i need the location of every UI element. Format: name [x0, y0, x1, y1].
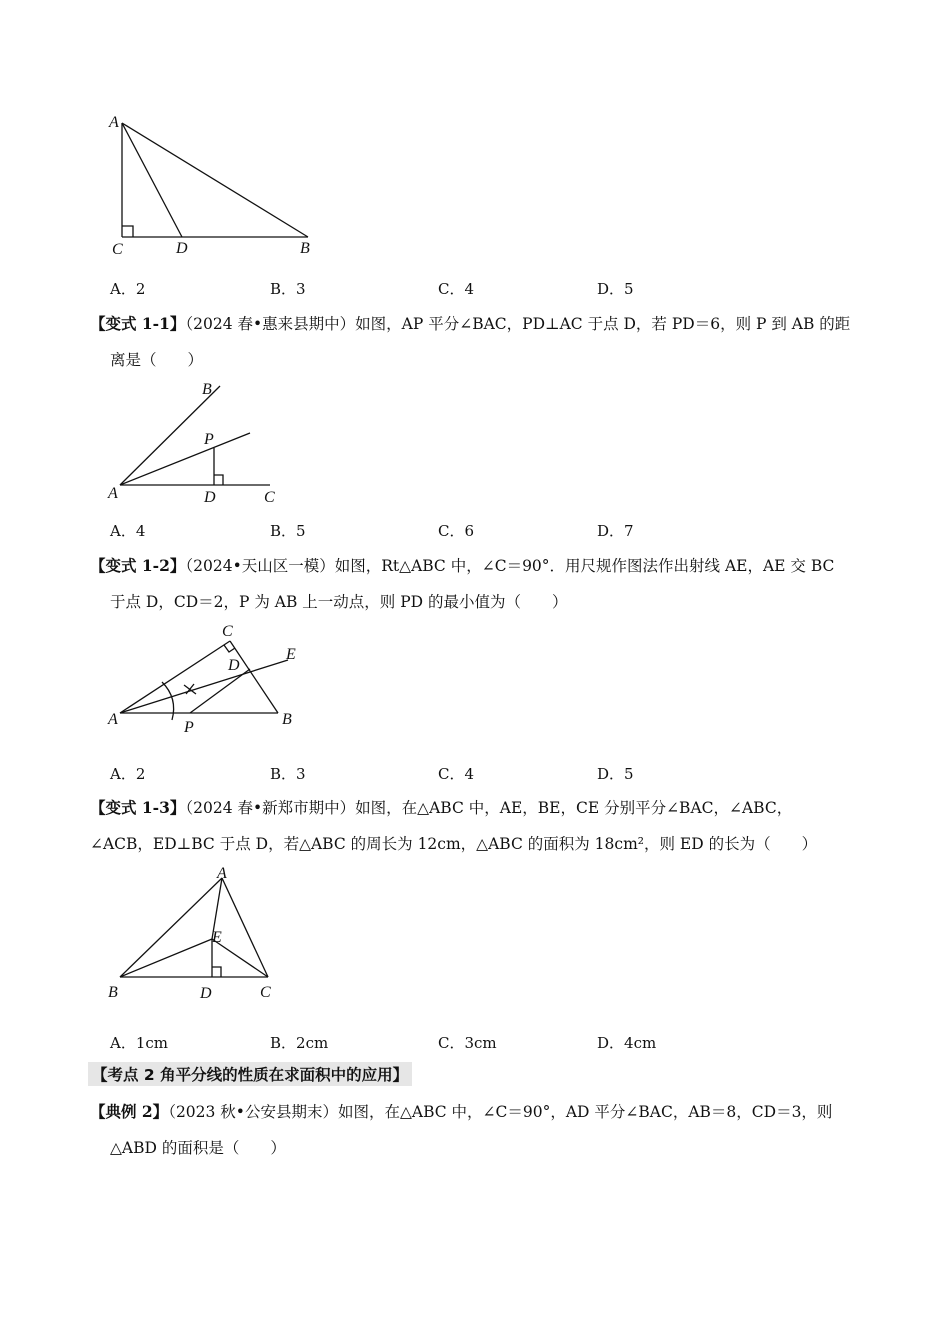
label-b: B	[300, 240, 310, 257]
label-p: P	[204, 431, 214, 448]
label-d: D	[204, 489, 216, 506]
ray-ap	[120, 433, 250, 485]
label-a: A	[108, 485, 118, 502]
question-text-line1: （2024 春•新郑市期中）如图，在△ABC 中，AE，BE，CE 分别平分∠BAC，∠ABC，	[185, 799, 793, 817]
option-d: D．4cm	[597, 1034, 657, 1052]
segment-ad	[122, 123, 182, 237]
label-c: C	[222, 623, 233, 640]
option-d: D．5	[597, 280, 634, 298]
question-tag: 【变式 1-3】	[90, 798, 186, 817]
label-c: C	[112, 241, 123, 258]
question-text-line1: （2023 秋•公安县期末）如图，在△ABC 中，∠C＝90°，AD 平分∠BAC，AB＝8，CD＝3，则	[168, 1103, 833, 1121]
figure-compass-construction	[100, 620, 320, 740]
segment-be	[120, 939, 212, 977]
ray-ae	[120, 660, 288, 713]
label-e: E	[212, 929, 222, 946]
label-b: B	[282, 711, 292, 728]
question-text-line2: ∠ACB，ED⊥BC 于点 D，若△ABC 的周长为 12cm，△ABC 的面积为 18cm²，则 ED 的长为（ ）	[90, 835, 818, 853]
option-a: A．1cm	[110, 1034, 169, 1052]
option-b: B．3	[270, 765, 306, 783]
segment-ab	[120, 878, 222, 977]
option-b: B．3	[270, 280, 306, 298]
label-c: C	[264, 489, 275, 506]
question-tag: 【变式 1-2】	[90, 556, 186, 575]
right-angle-mark	[212, 967, 221, 977]
option-b: B．5	[270, 522, 306, 540]
question-tag: 【典例 2】	[90, 1102, 169, 1121]
label-c: C	[260, 984, 271, 1001]
question-tag: 【变式 1-1】	[90, 314, 186, 333]
question-text-line1: （2024 春•惠来县期中）如图，AP 平分∠BAC，PD⊥AC 于点 D，若 PD＝6，则 P 到 AB 的距	[185, 315, 851, 333]
label-a: A	[108, 711, 118, 728]
segment-ac	[120, 641, 230, 713]
option-c: C．4	[438, 280, 475, 298]
figure-right-triangle-acb	[100, 105, 330, 265]
question-text-line2: 离是（ ）	[110, 351, 204, 369]
label-b: B	[202, 381, 212, 398]
option-d: D．7	[597, 522, 634, 540]
option-a: A．4	[110, 522, 146, 540]
construction-arc	[162, 682, 174, 720]
option-c: C．4	[438, 765, 475, 783]
label-b: B	[108, 984, 118, 1001]
label-a: A	[109, 114, 119, 131]
right-angle-mark	[122, 226, 133, 237]
question-example-2	[90, 1094, 865, 1166]
question-text-line2: 于点 D，CD＝2，P 为 AB 上一动点，则 PD 的最小值为（ ）	[110, 593, 568, 611]
option-a: A．2	[110, 280, 146, 298]
label-a: A	[217, 865, 227, 882]
figure-angle-bisector-bac	[100, 378, 300, 508]
option-c: C．3cm	[438, 1034, 497, 1052]
label-e: E	[286, 646, 296, 663]
question-variant-1-2	[90, 548, 865, 620]
segment-cb	[230, 641, 278, 713]
question-text-line2: △ABD 的面积是（ ）	[110, 1139, 286, 1157]
option-d: D．5	[597, 765, 634, 783]
segment-ab	[122, 123, 308, 237]
question-variant-1-3	[90, 790, 865, 862]
figure-incenter-triangle	[100, 862, 300, 1002]
label-d: D	[228, 657, 240, 674]
option-a: A．2	[110, 765, 146, 783]
segment-pd	[190, 669, 250, 713]
question-text-line1: （2024•天山区一模）如图，Rt△ABC 中，∠C＝90°．用尺规作图法作出射线 AE，AE 交 BC	[185, 557, 835, 575]
label-p: P	[184, 719, 194, 736]
question-variant-1-1	[90, 306, 865, 378]
option-c: C．6	[438, 522, 475, 540]
label-d: D	[200, 985, 212, 1002]
label-d: D	[176, 240, 188, 257]
right-angle-mark	[214, 475, 223, 485]
construction-mark-2	[186, 684, 194, 694]
section-heading: 【考点 2 角平分线的性质在求面积中的应用】	[88, 1062, 412, 1086]
option-b: B．2cm	[270, 1034, 329, 1052]
